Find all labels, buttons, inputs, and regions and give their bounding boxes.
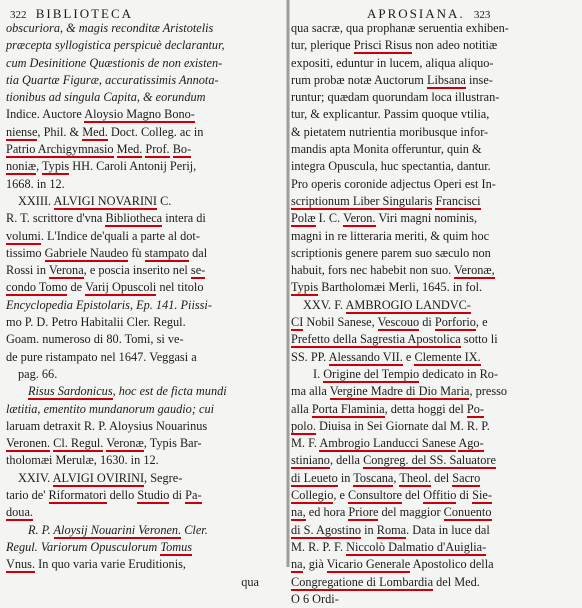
right-text-line: polo. Diuisa in Sei Giornate dal M. R. P. [291, 418, 490, 433]
right-text-line: na, ed hora Priore del maggior Conuento [291, 505, 492, 520]
left-text-line: tissimo Gabriele Naudeo fù stampato dal [6, 245, 208, 260]
right-page [289, 0, 582, 606]
left-text-line: qua [241, 574, 259, 589]
right-page-number: 323 [473, 9, 491, 21]
left-text-line: obscuriora, & magis reconditæ Aristotelis [6, 21, 214, 35]
left-text-line: R. T. scrittore d'vna Bibliotheca intera di [6, 211, 206, 226]
right-text-line: Collegio, e Consultore del Offitio di Sie- [291, 488, 492, 503]
left-text-line: lætitia, ementito mundanorum gaudio; cui [6, 401, 215, 416]
right-text-line: expositi, eduntur in lucem, aliqua aliquo- [291, 55, 494, 70]
left-text-line: noniæ, Typis HH. Caroli Antonij Perij, [6, 159, 197, 174]
right-text-line: mandis apta Monita offeruntur, quin & [291, 142, 482, 157]
right-text-line: M. F. Ambrogio Landucci Sanese Ago- [291, 436, 484, 451]
left-text-line: laruam detraxit R. P. Aloysius Nouarinus [6, 418, 208, 433]
right-text-line: & pietatem nutrientia moribusque infor- [291, 124, 489, 139]
left-text-line: tionibus ad singula Capita, & eorundum [6, 90, 206, 105]
left-text-line: cum Desinitione Quæstionis de non existen- [6, 55, 223, 70]
right-text-line: Congregatione di Lombardia del Med. [291, 574, 480, 589]
right-text-line: O 6 Ordi- [291, 591, 339, 606]
left-text-line: Rossi in Verona, e poscia inserito nel se- [6, 263, 206, 278]
left-text-block [6, 20, 283, 591]
left-text-line: XXIII. ALVIGI NOVARINI C. [18, 193, 172, 208]
right-text-line: di Leueto in Toscana, Theol. del Sacro [291, 470, 481, 485]
right-text-line: runtur; quædam quorundam loca illustran- [291, 90, 500, 105]
left-text-line: tario de' Riformatori dello Studio di Pa- [6, 488, 202, 503]
right-text-line: CI Nobil Sanese, Vescouo di Porforio, e [291, 315, 488, 330]
right-text-line: na, già Vicario Generale Apostolico della [291, 557, 494, 572]
left-text-line: Goam. numeroso di 80. Tomi, si ve- [6, 332, 184, 347]
left-text-line: Encyclopedia Epistolaris, Ep. 141. Piissi- [6, 297, 212, 312]
right-text-line: Typis Bartholomæi Merli, 1645. in fol. [291, 280, 483, 295]
left-text-line: tholomæi Merulæ, 1630. in 12. [6, 453, 159, 468]
left-text-line: doua. [6, 505, 33, 520]
right-header-title: APROSIANA. [367, 6, 465, 21]
right-text-line: alla Porta Flaminia, detta hoggi del Po- [291, 401, 484, 416]
left-header-title: BIBLIOTECA [35, 6, 134, 21]
left-text-line: tia Quartæ Figuræ, accuratissimis Annota- [6, 72, 219, 87]
left-text-line: R. P. Aloysij Nouarini Veronen. Cler. [28, 522, 208, 537]
right-text-line: scriptionum Liber Singularis Francisci [291, 193, 481, 208]
right-text-line: SS. PP. Alessando VII. e Clemente IX. [291, 349, 481, 364]
right-text-line: Prefetto della Sagrestia Apostolica sotto li [291, 332, 498, 347]
right-text-line: di S. Agostino in Roma. Data in luce dal [291, 522, 490, 537]
left-text-line: mo P. D. Petro Habitalii Cler. Regul. [6, 315, 186, 330]
right-text-line: tur, plerique Prisci Risus non adeo notitiæ [291, 38, 498, 53]
right-text-line: habuit, fors nec habebit non suo. Veronæ, [291, 263, 495, 278]
left-page [0, 0, 287, 589]
left-page-number: 322 [10, 9, 27, 21]
right-text-line: Polæ I. C. Veron. Viri magni nominis, [291, 211, 478, 226]
left-text-line: Patrio Archigymnasio Med. Prof. Bo- [6, 142, 192, 157]
right-text-line: ma alla Vergine Madre di Dio Maria, presso [291, 384, 508, 399]
left-text-line: XXIV. ALVIGI OVIRINI, Segre- [18, 470, 183, 485]
right-text-line: magni in re litteraria meriti, & quim hoc [291, 228, 490, 243]
left-text-line: pag. 66. [18, 366, 58, 381]
left-text-line: Indice. Auctore Aloysio Magno Bono- [6, 107, 195, 122]
left-text-line: Risus Sardonicus, hoc est de ficta mundi [28, 384, 227, 399]
left-text-line: 1668. in 12. [6, 176, 65, 191]
right-text-block [291, 20, 576, 608]
left-text-line: præcepta syllogistica perspicuè declarantur, [6, 38, 225, 53]
left-text-line: Regul. Variorum Opusculorum Tomus [6, 539, 193, 554]
right-text-line: tur, & explicantur. Passim quoque vtilia, [291, 107, 490, 122]
left-text-line: Veronen. Cl. Regul. Veronæ, Typis Bar- [6, 436, 202, 451]
left-text-line: niense, Phil. & Med. Doct. Colleg. ac in [6, 124, 204, 139]
right-text-line: scriptionis genere parem suo sæculo non [291, 245, 491, 260]
left-text-line: condo Tomo de Varij Opuscoli nel titolo [6, 280, 204, 295]
right-text-line: I. Origine del Tempio dedicato in Ro- [313, 366, 499, 381]
left-text-line: de pure ristampato nel 1647. Veggasi a [6, 349, 197, 364]
right-text-line: qua sacræ, qua prophanæ seruentia exhiben- [291, 21, 509, 35]
left-text-line: volumi. L'Indice de'quali a parte al dot- [6, 228, 200, 243]
right-text-line: M. R. P. F. Niccolò Dalmatio d'Auiglia- [291, 539, 487, 554]
right-text-line: XXV. F. AMBROGIO LANDVC- [303, 297, 471, 312]
right-text-line: integra Opuscula, huc spectantia, dantur. [291, 159, 491, 174]
left-text-line: Vnus. In quo varia varie Eruditionis, [6, 557, 186, 572]
right-text-line: Pro operis coronide adjectus Operi est In- [291, 176, 496, 191]
right-text-line: stiniano, della Congreg. del SS. Saluatore [291, 453, 496, 468]
right-text-line: rum probæ notæ Auctorum Libsana inse- [291, 72, 493, 87]
